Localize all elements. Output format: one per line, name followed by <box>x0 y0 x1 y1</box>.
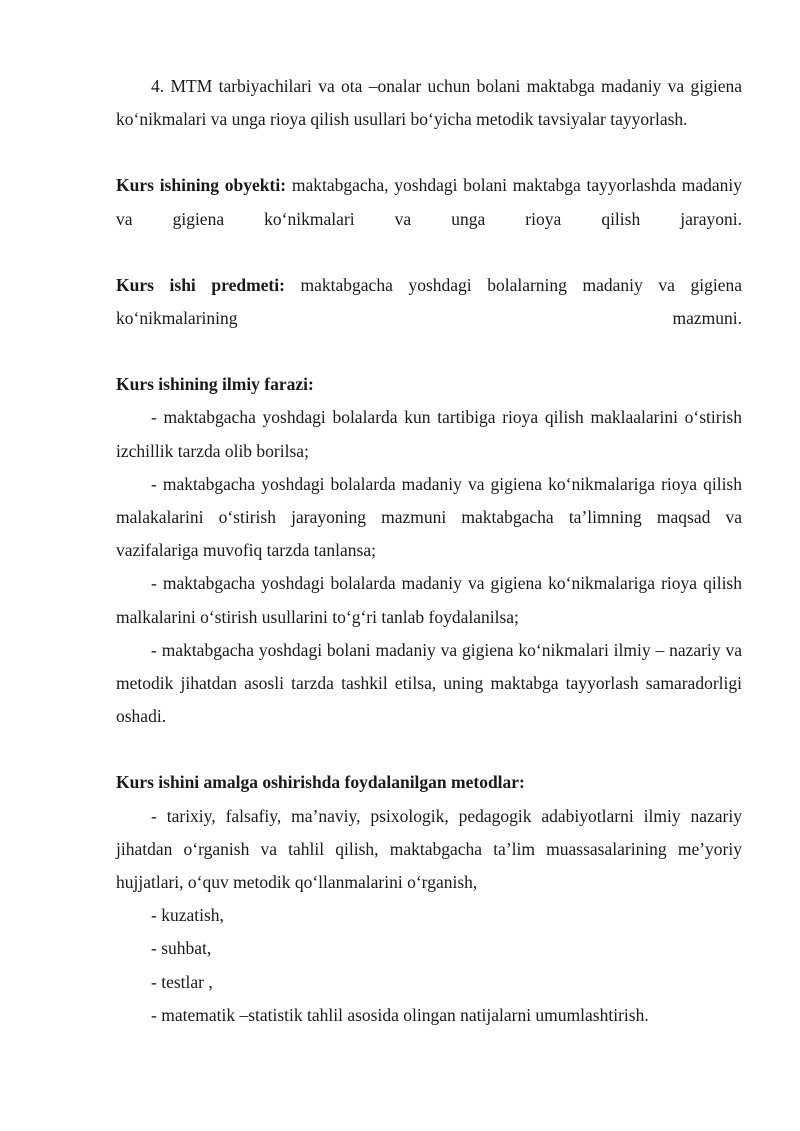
method-item: - tarixiy, falsafiy, ma’naviy, psixologik, pedagogik adabiyotlarni ilmiy nazariy jihatdan o‘rganish va tahlil qilish, maktabgacha ta’lim muassasalarining me’yoriy hujjatlari, o‘quv metodik qo‘llanmalarini o‘rganish, <box>116 805 742 893</box>
research-subject-text: maktabgacha yoshdagi bolalarning madaniy va gigiena ko‘nikmalarining mazmuni. <box>116 274 742 329</box>
goal-item-4: 4. MTM tarbiyachilari va ota –onalar uchun bolani maktabga madaniy va gigiena ko‘nikmalari va unga rioya qilish usullari bo‘yicha metodik tavsiyalar tayyorlash. <box>116 76 742 130</box>
spacer <box>116 136 742 169</box>
hypothesis-item: - maktabgacha yoshdagi bolani madaniy va gigiena ko‘nikmalari ilmiy – nazariy va metodik jihatdan asosli tarzda tashkil etilsa, uning maktabga tayyorlash samaradorligi oshadi. <box>116 639 742 727</box>
hypothesis-item: - maktabgacha yoshdagi bolalarda madaniy va gigiena ko‘nikmalariga rioya qilish malkalarini o‘stirish usullarini to‘g‘ri tanlab foydalanilsa; <box>116 573 742 627</box>
method-item: - matematik –statistik tahlil asosida olingan natijalarni umumlashtirish. <box>151 1004 649 1025</box>
research-object-text: maktabgacha, yoshdagi bolani maktabga tayyorlashda madaniy va gigiena ko‘nikmalari va unga rioya qilish jarayoni. <box>116 175 742 229</box>
spacer <box>116 335 742 368</box>
method-item: - kuzatish, <box>151 905 224 926</box>
hypothesis-heading: Kurs ishining ilmiy farazi: <box>116 374 314 395</box>
method-item: - suhbat, <box>151 938 212 959</box>
hypothesis-item: - maktabgacha yoshdagi bolalarda kun tartibiga rioya qilish maklaalarini o‘stirish izchillik tarzda olib borilsa; <box>116 407 742 461</box>
methods-heading: Kurs ishini amalga oshirishda foydalanilgan metodlar: <box>116 772 525 793</box>
research-subject-label: Kurs ishi predmeti: <box>116 274 285 295</box>
spacer <box>116 733 742 766</box>
spacer <box>116 236 742 269</box>
document-page <box>116 70 742 1032</box>
research-object-paragraph <box>116 169 742 235</box>
hypothesis-item: - maktabgacha yoshdagi bolalarda madaniy va gigiena ko‘nikmalariga rioya qilish malakalarini o‘stirish jarayoning mazmuni maktabgacha ta’limning maqsad va vazifalariga muvofiq tarzda tanlansa; <box>116 473 742 561</box>
research-object-label: Kurs ishining obyekti: <box>116 175 287 196</box>
research-subject-paragraph <box>116 269 742 335</box>
method-item: - testlar , <box>151 971 213 992</box>
